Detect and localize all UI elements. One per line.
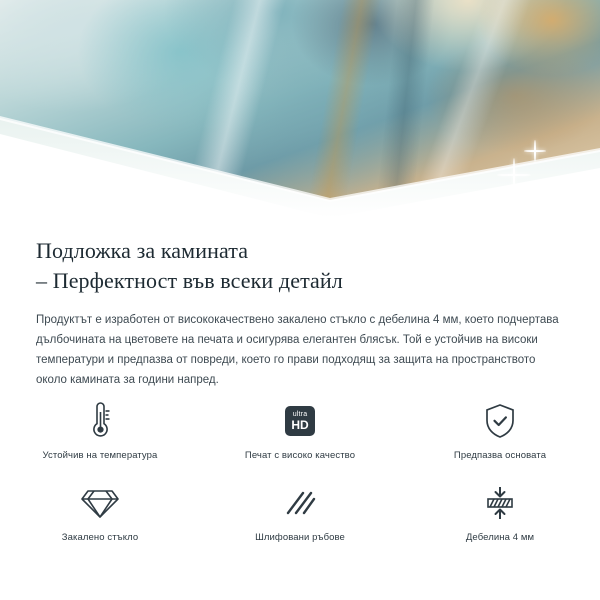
feature-item-polished-edges <box>200 480 400 558</box>
feature-grid <box>0 398 600 558</box>
thickness-icon <box>481 480 519 526</box>
feature-label: Печат с високо качество <box>244 450 356 461</box>
feature-item-temperature <box>0 398 200 476</box>
description-paragraph: Продуктът е изработен от висококачествено закалено стъкло с дебелина 4 мм, което подчертава дълбочината на цветовете на печата и осигурява елегантен блясък. Той е устойчив на високи температури и предпазва от повреди, което го прави подходящ за защита на пространството около камината за години напред. <box>36 314 559 386</box>
feature-item-tempered-glass <box>0 480 200 558</box>
ultra-hd-icon <box>285 398 315 444</box>
feature-item-protection <box>400 398 600 476</box>
polished-edges-icon <box>281 480 319 526</box>
title-line-2: – Перфектност във всеки детайл <box>36 268 343 293</box>
feature-label: Устойчив на температура <box>42 450 158 461</box>
ultra-hd-icon-bottom: HD <box>291 418 309 432</box>
feature-item-print-quality <box>200 398 400 476</box>
ultra-hd-icon-top: ultra <box>292 411 308 418</box>
hero-image <box>0 0 600 218</box>
thermometer-icon <box>83 398 117 444</box>
feature-label: Дебелина 4 мм <box>465 532 535 543</box>
sparkle-icon <box>497 158 531 192</box>
title-line-1: Подложка за камината <box>36 238 249 263</box>
text-content <box>0 218 600 390</box>
shield-check-icon <box>482 398 518 444</box>
feature-label: Закалено стъкло <box>61 532 139 543</box>
sparkle-icon <box>524 140 546 162</box>
page-title <box>36 236 564 296</box>
feature-item-thickness <box>400 480 600 558</box>
feature-label: Предпазва основата <box>453 450 547 461</box>
feature-label: Шлифовани ръбове <box>255 532 345 543</box>
diamond-icon <box>80 480 120 526</box>
